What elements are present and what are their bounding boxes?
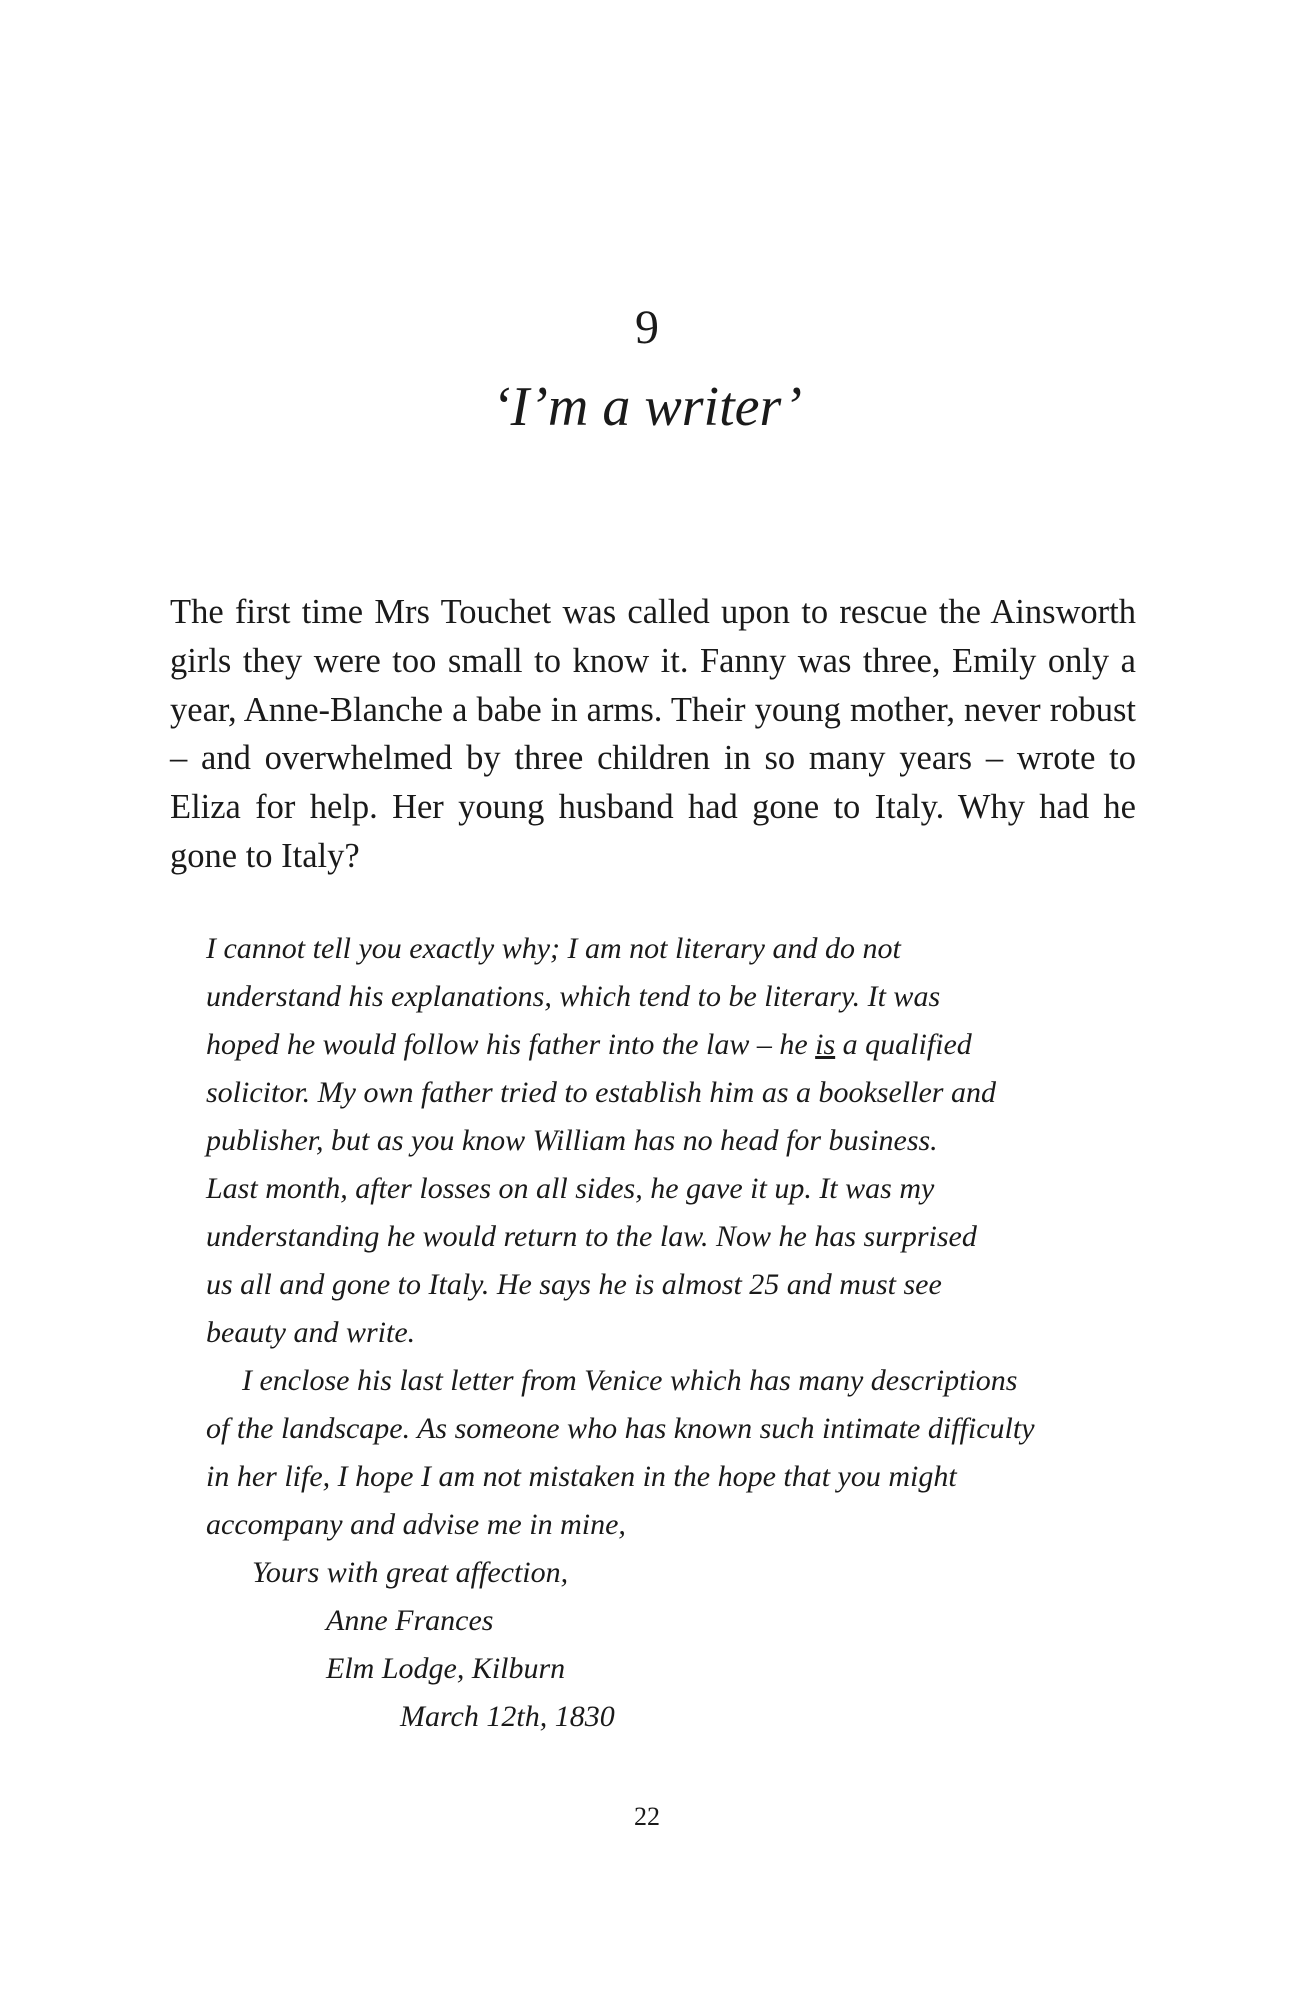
letter-line: beauty and write. [206,1316,416,1349]
underlined-word: is [815,1028,836,1061]
page-number: 22 [634,1802,660,1831]
letter-paragraph-1 [206,925,1106,1357]
letter-line: understand his explanations, which tend to be literary. It was [206,980,941,1013]
letter-line: understanding he would return to the law. Now he has surprised [206,1220,977,1253]
body-paragraph: The first time Mrs Touchet was called upon to rescue the Ainsworth girls they were too small to know it. Fanny was three, Emily only a year, Anne-Blanche a babe in arms. Their young mother, never robust – and overwhelmed by three children in so many years – wrote to Eliza for help. Her young husband had gone to Italy. Why had he gone to Italy? [170,593,1136,875]
letter-line: a qualified [835,1028,972,1061]
quoted-letter [206,925,1106,1741]
chapter-number: 9 [635,301,659,354]
letter-line: publisher, but as you know William has no head for business. [206,1124,938,1157]
letter-line: Last month, after losses on all sides, he gave it up. It was my [206,1172,935,1205]
letter-line: hoped he would follow his father into the law – he [206,1028,816,1061]
letter-line: accompany and advise me in mine, [206,1508,626,1541]
letter-line: I cannot tell you exactly why; I am not literary and do not [206,932,901,965]
letter-line: us all and gone to Italy. He says he is almost 25 and must see [206,1268,942,1301]
letter-line: of the landscape. As someone who has known such intimate difficulty [206,1412,1035,1445]
letter-date: March 12th, 1830 [400,1700,615,1733]
letter-line: I enclose his last letter from Venice which has many descriptions [242,1364,1018,1397]
letter-address: Elm Lodge, Kilburn [326,1652,566,1685]
letter-line: in her life, I hope I am not mistaken in the hope that you might [206,1460,957,1493]
chapter-title: ‘I’m a writer’ [491,376,803,438]
letter-signature: Anne Frances [326,1604,494,1637]
letter-line: solicitor. My own father tried to establish him as a bookseller and [206,1076,996,1109]
letter-closing: Yours with great affection, [252,1556,569,1589]
letter-paragraph-2 [206,1357,1106,1549]
